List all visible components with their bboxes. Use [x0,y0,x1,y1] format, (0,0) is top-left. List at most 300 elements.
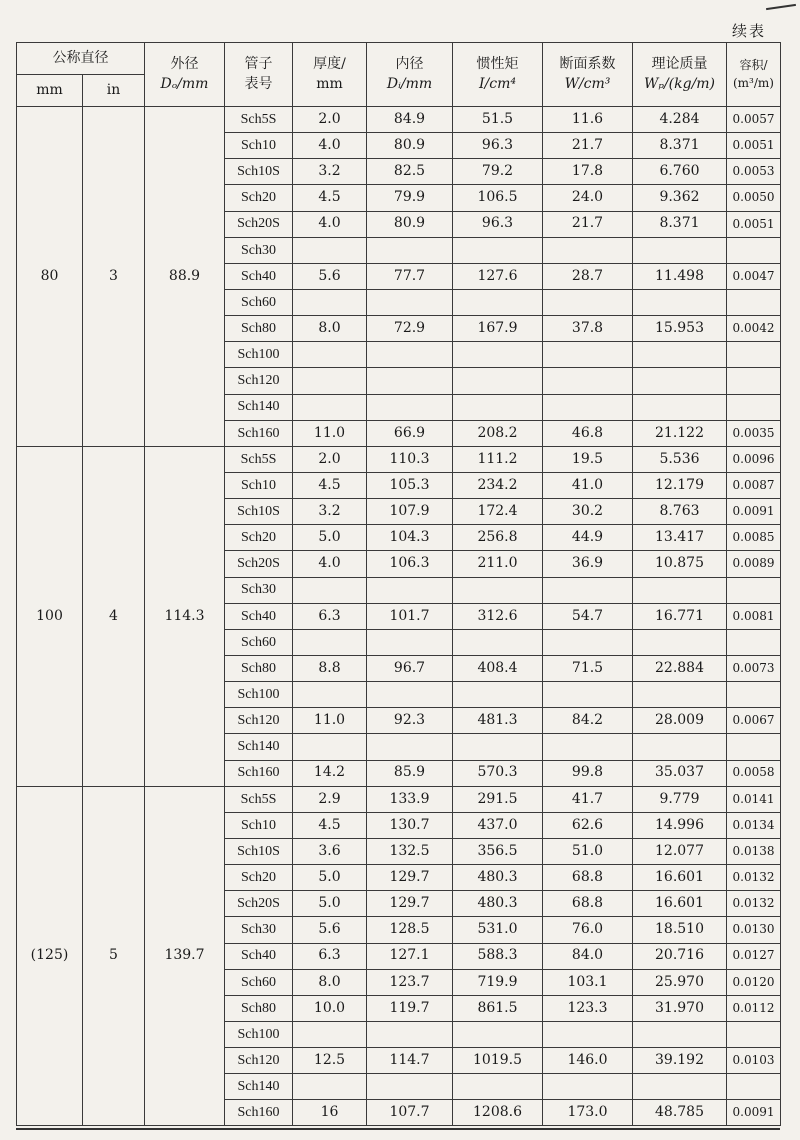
thickness-cell: 8.0 [293,969,367,995]
section-modulus-cell [543,368,633,394]
section-modulus-cell: 41.7 [543,786,633,812]
inertia-cell [453,289,543,315]
schedule-cell: Sch100 [225,342,293,368]
inertia-cell: 570.3 [453,760,543,786]
mass-cell: 10.875 [633,551,727,577]
volume-cell: 0.0112 [727,995,781,1021]
inner-diameter-cell [367,237,453,263]
schedule-cell: Sch120 [225,1048,293,1074]
volume-cell: 0.0091 [727,499,781,525]
section-modulus-cell: 44.9 [543,525,633,551]
inner-diameter-cell: 114.7 [367,1048,453,1074]
mass-cell: 28.009 [633,708,727,734]
thickness-cell: 11.0 [293,708,367,734]
volume-cell [727,734,781,760]
volume-cell: 0.0132 [727,891,781,917]
section-modulus-cell: 76.0 [543,917,633,943]
mass-cell: 5.536 [633,446,727,472]
volume-cell: 0.0120 [727,969,781,995]
thickness-cell [293,682,367,708]
inner-diameter-cell: 72.9 [367,316,453,342]
nominal-mm-cell: (125) [17,786,83,1126]
mass-cell: 16.771 [633,603,727,629]
volume-cell: 0.0127 [727,943,781,969]
schedule-cell: Sch10S [225,499,293,525]
volume-cell [727,289,781,315]
volume-cell [727,1074,781,1100]
volume-cell [727,682,781,708]
section-modulus-cell: 146.0 [543,1048,633,1074]
volume-cell [727,629,781,655]
thickness-cell: 10.0 [293,995,367,1021]
thickness-cell: 3.2 [293,159,367,185]
mass-cell [633,577,727,603]
nominal-in-cell: 4 [83,446,145,786]
mass-cell: 25.970 [633,969,727,995]
header-schedule-label-2: 表号 [244,75,273,92]
section-modulus-cell: 123.3 [543,995,633,1021]
section-modulus-cell [543,682,633,708]
header-mm: mm [17,75,83,107]
thickness-cell: 5.0 [293,525,367,551]
thickness-cell [293,368,367,394]
inner-diameter-cell: 96.7 [367,655,453,681]
header-mass-unit: Wₚ/(kg/m) [643,75,716,92]
inner-diameter-cell: 92.3 [367,708,453,734]
inner-diameter-cell: 119.7 [367,995,453,1021]
volume-cell: 0.0138 [727,838,781,864]
mass-cell: 35.037 [633,760,727,786]
mass-cell: 8.763 [633,499,727,525]
inner-diameter-cell: 128.5 [367,917,453,943]
thickness-cell: 4.0 [293,133,367,159]
schedule-cell: Sch80 [225,655,293,681]
volume-cell: 0.0141 [727,786,781,812]
section-modulus-cell [543,629,633,655]
section-modulus-cell [543,1074,633,1100]
inertia-cell [453,629,543,655]
inertia-cell: 172.4 [453,499,543,525]
header-outer-diameter-unit: Dₒ/mm [160,75,209,92]
mass-cell: 48.785 [633,1100,727,1126]
section-modulus-cell: 36.9 [543,551,633,577]
schedule-cell: Sch10S [225,838,293,864]
thickness-cell [293,1021,367,1047]
schedule-cell: Sch60 [225,629,293,655]
mass-cell: 39.192 [633,1048,727,1074]
nominal-in-cell: 5 [83,786,145,1126]
section-modulus-cell: 71.5 [543,655,633,681]
header-mass [633,43,727,107]
schedule-cell: Sch10 [225,133,293,159]
inner-diameter-cell [367,629,453,655]
inertia-cell: 480.3 [453,891,543,917]
schedule-cell: Sch5S [225,446,293,472]
header-inertia-unit: I/cm⁴ [479,75,516,92]
inner-diameter-cell: 132.5 [367,838,453,864]
thickness-cell: 11.0 [293,420,367,446]
schedule-cell: Sch60 [225,969,293,995]
inner-diameter-cell: 105.3 [367,472,453,498]
schedule-cell: Sch20 [225,185,293,211]
inner-diameter-cell: 101.7 [367,603,453,629]
schedule-cell: Sch160 [225,420,293,446]
thickness-cell [293,289,367,315]
inertia-cell: 481.3 [453,708,543,734]
mass-cell: 4.284 [633,107,727,133]
schedule-cell: Sch40 [225,603,293,629]
volume-cell: 0.0057 [727,107,781,133]
inner-diameter-cell: 123.7 [367,969,453,995]
volume-cell: 0.0134 [727,812,781,838]
inertia-cell [453,1021,543,1047]
outer-diameter-cell: 88.9 [145,107,225,447]
schedule-cell: Sch20 [225,865,293,891]
schedule-cell: Sch10 [225,812,293,838]
section-modulus-cell: 173.0 [543,1100,633,1126]
header-inertia-label: 惯性矩 [476,56,519,73]
mass-cell: 31.970 [633,995,727,1021]
section-modulus-cell [543,342,633,368]
header-section-modulus-label: 断面系数 [559,56,616,73]
header-section-modulus [543,43,633,107]
header-outer-diameter [145,43,225,107]
thickness-cell: 4.0 [293,551,367,577]
inertia-cell: 291.5 [453,786,543,812]
mass-cell [633,237,727,263]
inner-diameter-cell: 130.7 [367,812,453,838]
section-modulus-cell: 62.6 [543,812,633,838]
inertia-cell: 312.6 [453,603,543,629]
inner-diameter-cell [367,1021,453,1047]
section-modulus-cell: 41.0 [543,472,633,498]
section-modulus-cell [543,237,633,263]
thickness-cell [293,734,367,760]
section-modulus-cell: 11.6 [543,107,633,133]
section-modulus-cell: 46.8 [543,420,633,446]
schedule-cell: Sch20 [225,525,293,551]
schedule-cell: Sch20S [225,551,293,577]
volume-cell: 0.0130 [727,917,781,943]
mass-cell: 9.779 [633,786,727,812]
inertia-cell: 79.2 [453,159,543,185]
table-row [17,446,781,472]
thickness-cell: 8.0 [293,316,367,342]
section-modulus-cell: 84.2 [543,708,633,734]
inner-diameter-cell [367,577,453,603]
inertia-cell [453,1074,543,1100]
thickness-cell: 4.0 [293,211,367,237]
thickness-cell: 2.0 [293,446,367,472]
inertia-cell [453,368,543,394]
header-schedule [225,43,293,107]
schedule-cell: Sch80 [225,995,293,1021]
section-modulus-cell: 19.5 [543,446,633,472]
section-modulus-cell [543,577,633,603]
pipe-spec-table [16,42,781,1126]
thickness-cell: 2.9 [293,786,367,812]
mass-cell: 12.179 [633,472,727,498]
inertia-cell: 51.5 [453,107,543,133]
schedule-cell: Sch10S [225,159,293,185]
schedule-cell: Sch140 [225,734,293,760]
volume-cell: 0.0051 [727,211,781,237]
volume-cell: 0.0096 [727,446,781,472]
thickness-cell: 5.6 [293,263,367,289]
inner-diameter-cell: 85.9 [367,760,453,786]
section-modulus-cell [543,394,633,420]
section-modulus-cell: 68.8 [543,891,633,917]
inner-diameter-cell: 129.7 [367,865,453,891]
mass-cell: 9.362 [633,185,727,211]
schedule-cell: Sch5S [225,107,293,133]
schedule-cell: Sch100 [225,1021,293,1047]
mass-cell: 20.716 [633,943,727,969]
mass-cell [633,1021,727,1047]
inertia-cell [453,682,543,708]
table-body [17,107,781,1126]
section-modulus-cell: 54.7 [543,603,633,629]
inertia-cell: 234.2 [453,472,543,498]
header-thickness-unit: mm [316,75,343,92]
thickness-cell: 5.0 [293,865,367,891]
inner-diameter-cell: 129.7 [367,891,453,917]
section-modulus-cell: 21.7 [543,211,633,237]
header-inner-diameter [367,43,453,107]
schedule-cell: Sch30 [225,237,293,263]
thickness-cell: 12.5 [293,1048,367,1074]
thickness-cell: 2.0 [293,107,367,133]
volume-cell: 0.0073 [727,655,781,681]
header-schedule-label: 管子 [244,56,273,73]
inner-diameter-cell: 133.9 [367,786,453,812]
schedule-cell: Sch5S [225,786,293,812]
header-thickness [293,43,367,107]
volume-cell: 0.0081 [727,603,781,629]
inertia-cell: 719.9 [453,969,543,995]
table-row [17,786,781,812]
mass-cell: 11.498 [633,263,727,289]
header-mass-label: 理论质量 [651,56,708,73]
volume-cell: 0.0042 [727,316,781,342]
volume-cell: 0.0067 [727,708,781,734]
schedule-cell: Sch140 [225,1074,293,1100]
inertia-cell: 106.5 [453,185,543,211]
schedule-cell: Sch80 [225,316,293,342]
inertia-cell: 167.9 [453,316,543,342]
inertia-cell: 1208.6 [453,1100,543,1126]
inner-diameter-cell [367,1074,453,1100]
inner-diameter-cell: 110.3 [367,446,453,472]
inner-diameter-cell: 107.7 [367,1100,453,1126]
section-modulus-cell: 28.7 [543,263,633,289]
volume-cell: 0.0035 [727,420,781,446]
schedule-cell: Sch10 [225,472,293,498]
inertia-cell [453,237,543,263]
thickness-cell [293,577,367,603]
table-row [17,107,781,133]
section-modulus-cell: 51.0 [543,838,633,864]
schedule-cell: Sch30 [225,917,293,943]
inertia-cell: 480.3 [453,865,543,891]
mass-cell: 8.371 [633,211,727,237]
mass-cell [633,1074,727,1100]
inertia-cell [453,394,543,420]
inertia-cell: 208.2 [453,420,543,446]
section-modulus-cell: 103.1 [543,969,633,995]
volume-cell [727,342,781,368]
volume-cell [727,237,781,263]
thickness-cell: 4.5 [293,472,367,498]
volume-cell [727,368,781,394]
schedule-cell: Sch160 [225,760,293,786]
mass-cell: 8.371 [633,133,727,159]
mass-cell: 16.601 [633,891,727,917]
schedule-cell: Sch20S [225,891,293,917]
nominal-in-cell: 3 [83,107,145,447]
header-inertia [453,43,543,107]
mass-cell [633,682,727,708]
inertia-cell: 127.6 [453,263,543,289]
inertia-cell: 531.0 [453,917,543,943]
thickness-cell [293,394,367,420]
inertia-cell: 861.5 [453,995,543,1021]
thickness-cell: 6.3 [293,603,367,629]
schedule-cell: Sch60 [225,289,293,315]
continued-label: 续表 [731,22,766,40]
header-volume-unit: (m³/m) [733,75,774,90]
inner-diameter-cell [367,289,453,315]
bottom-rule [16,1128,780,1130]
inertia-cell: 356.5 [453,838,543,864]
header-inner-diameter-unit: Dᵢ/mm [386,75,433,92]
inertia-cell: 211.0 [453,551,543,577]
inertia-cell [453,342,543,368]
section-modulus-cell: 99.8 [543,760,633,786]
inertia-cell: 96.3 [453,133,543,159]
schedule-cell: Sch20S [225,211,293,237]
inner-diameter-cell: 84.9 [367,107,453,133]
inner-diameter-cell [367,682,453,708]
inertia-cell: 408.4 [453,655,543,681]
thickness-cell [293,237,367,263]
mass-cell: 16.601 [633,865,727,891]
section-modulus-cell: 37.8 [543,316,633,342]
thickness-cell: 6.3 [293,943,367,969]
thickness-cell: 4.5 [293,812,367,838]
section-modulus-cell: 21.7 [543,133,633,159]
top-margin-mark [766,4,796,10]
header-nominal-diameter: 公称直径 [17,43,145,75]
thickness-cell: 5.0 [293,891,367,917]
volume-cell: 0.0091 [727,1100,781,1126]
nominal-mm-cell: 100 [17,446,83,786]
thickness-cell: 3.2 [293,499,367,525]
section-modulus-cell: 68.8 [543,865,633,891]
volume-cell: 0.0089 [727,551,781,577]
thickness-cell [293,342,367,368]
mass-cell: 12.077 [633,838,727,864]
inner-diameter-cell [367,368,453,394]
thickness-cell: 5.6 [293,917,367,943]
volume-cell: 0.0051 [727,133,781,159]
mass-cell [633,629,727,655]
inertia-cell: 437.0 [453,812,543,838]
schedule-cell: Sch120 [225,708,293,734]
mass-cell [633,289,727,315]
mass-cell [633,368,727,394]
section-modulus-cell [543,289,633,315]
volume-cell [727,577,781,603]
volume-cell: 0.0047 [727,263,781,289]
volume-cell: 0.0132 [727,865,781,891]
mass-cell [633,394,727,420]
inner-diameter-cell: 80.9 [367,211,453,237]
volume-cell: 0.0053 [727,159,781,185]
header-volume-label: 容积/ [739,58,768,73]
inner-diameter-cell: 127.1 [367,943,453,969]
inner-diameter-cell: 106.3 [367,551,453,577]
header-inner-diameter-label: 内径 [395,56,424,73]
thickness-cell [293,629,367,655]
thickness-cell: 3.6 [293,838,367,864]
header-thickness-label: 厚度/ [313,56,346,73]
mass-cell: 14.996 [633,812,727,838]
outer-diameter-cell: 139.7 [145,786,225,1126]
nominal-mm-cell: 80 [17,107,83,447]
thickness-cell: 8.8 [293,655,367,681]
inertia-cell: 1019.5 [453,1048,543,1074]
mass-cell: 18.510 [633,917,727,943]
volume-cell: 0.0103 [727,1048,781,1074]
inner-diameter-cell [367,394,453,420]
inertia-cell [453,734,543,760]
schedule-cell: Sch30 [225,577,293,603]
mass-cell [633,342,727,368]
section-modulus-cell: 84.0 [543,943,633,969]
mass-cell [633,734,727,760]
section-modulus-cell: 30.2 [543,499,633,525]
volume-cell [727,1021,781,1047]
inertia-cell: 111.2 [453,446,543,472]
header-section-modulus-unit: W/cm³ [564,75,611,92]
header-in: in [83,75,145,107]
inner-diameter-cell: 82.5 [367,159,453,185]
inertia-cell: 96.3 [453,211,543,237]
thickness-cell: 16 [293,1100,367,1126]
thickness-cell: 4.5 [293,185,367,211]
section-modulus-cell: 17.8 [543,159,633,185]
mass-cell: 15.953 [633,316,727,342]
inner-diameter-cell: 80.9 [367,133,453,159]
thickness-cell [293,1074,367,1100]
section-modulus-cell [543,1021,633,1047]
inner-diameter-cell: 79.9 [367,185,453,211]
volume-cell [727,394,781,420]
table-header [17,43,781,107]
outer-diameter-cell: 114.3 [145,446,225,786]
inertia-cell: 256.8 [453,525,543,551]
inner-diameter-cell: 107.9 [367,499,453,525]
inner-diameter-cell [367,734,453,760]
section-modulus-cell [543,734,633,760]
volume-cell: 0.0085 [727,525,781,551]
schedule-cell: Sch40 [225,943,293,969]
header-volume [727,43,781,107]
schedule-cell: Sch120 [225,368,293,394]
inner-diameter-cell: 77.7 [367,263,453,289]
inner-diameter-cell: 66.9 [367,420,453,446]
